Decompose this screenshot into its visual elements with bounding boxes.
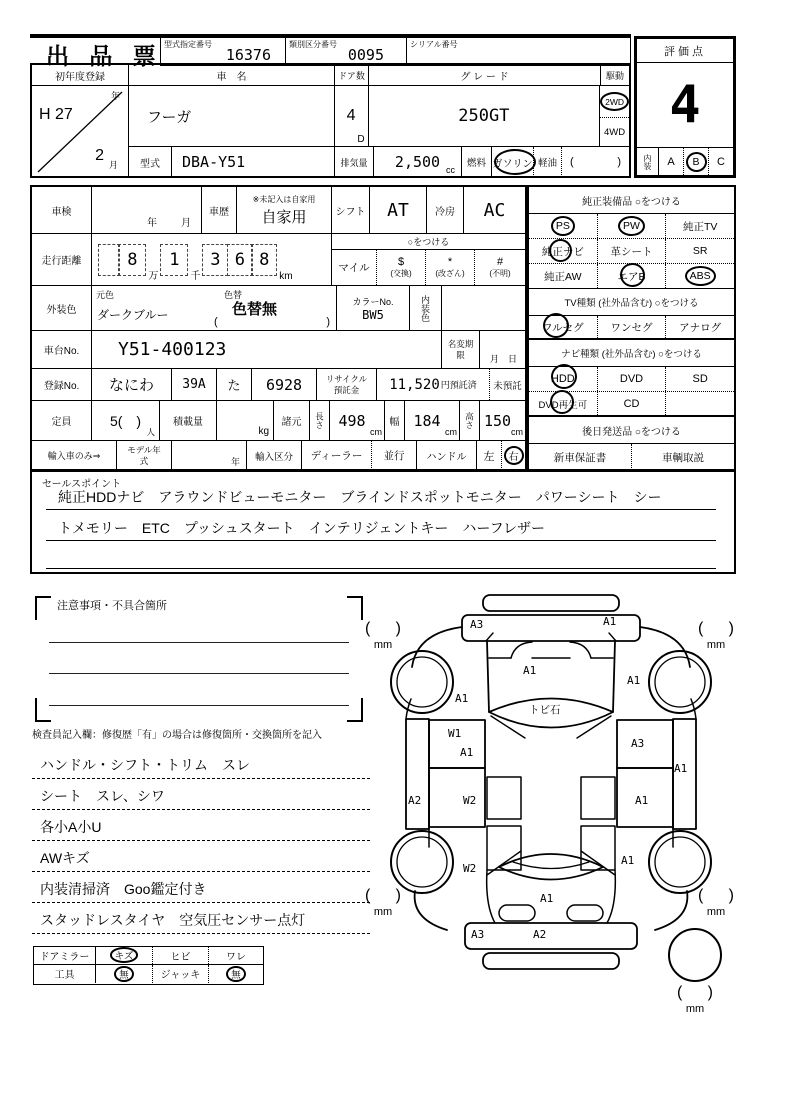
mileage-unknown-sym: # xyxy=(496,256,504,268)
tv-analog: アナログ xyxy=(679,321,722,334)
sales-point-line-3 xyxy=(46,541,716,569)
doors-value xyxy=(335,86,369,146)
car-name-label: 車 名 xyxy=(129,65,335,85)
bracket-close: ) xyxy=(707,984,713,1001)
notes-corner-bl xyxy=(35,698,51,722)
repaint-paren-close: ) xyxy=(326,316,330,328)
registration-class: 39A xyxy=(172,369,217,400)
first-reg-label: 初年度登録 xyxy=(32,65,129,85)
nav-type-header: ナビ種類 (社外品含む) ○をつける xyxy=(529,340,734,367)
history-label: 車歴 xyxy=(202,187,237,233)
doors-count: 4 xyxy=(346,107,356,124)
bracket-open: ( xyxy=(365,620,371,637)
aircon-value: AC xyxy=(483,199,506,221)
recycle-amount: 11,520 xyxy=(389,376,440,393)
equip-navi: 純正ナビ xyxy=(529,239,598,263)
recycle-label-1: リサイクル xyxy=(325,373,368,384)
length-value: 498 xyxy=(338,411,366,430)
bracket-open: ( xyxy=(365,887,371,904)
nav-sd: SD xyxy=(692,373,708,385)
mm-unit: mm xyxy=(706,906,726,918)
mileage-man-unit: 万 xyxy=(148,271,159,282)
rename-month-unit: 月 xyxy=(490,354,500,364)
height-label: 高さ xyxy=(460,401,480,440)
mileage-digit-2: 6 xyxy=(227,244,253,276)
tool-label: 工具 xyxy=(34,965,96,983)
dim-label: 諸元 xyxy=(274,401,310,440)
measure-bracket-top-right xyxy=(698,621,734,651)
sales-point-line-1: 純正HDDナビ アラウンドビューモニター ブラインドスポットモニター パワーシート シー xyxy=(46,480,716,510)
damage-left-sill: A2 xyxy=(408,794,422,807)
notes-label: 注意事項・不具合箇所 xyxy=(57,600,167,612)
sales-point-box xyxy=(30,470,736,574)
fuel-label: 燃料 xyxy=(462,147,492,177)
ship-manual: 車輌取説 xyxy=(662,451,704,464)
serial-box xyxy=(407,37,631,66)
rename-day-unit: 日 xyxy=(507,354,517,364)
damage-right-door-front: A3 xyxy=(631,737,645,750)
mileage-swap-sym: $ xyxy=(397,256,405,268)
mirror-label: ドアミラー xyxy=(34,947,96,964)
first-reg-cell xyxy=(32,86,129,177)
mirror-ware: ワレ xyxy=(226,951,246,963)
load-label: 積載量 xyxy=(160,401,217,440)
damage-diagram xyxy=(365,585,765,1030)
model-code-value: 16376 xyxy=(225,46,271,64)
notes-line-3 xyxy=(49,705,349,706)
drive-4wd: 4WD xyxy=(603,126,626,138)
drive-2wd-circled: 2WD xyxy=(600,92,629,111)
damage-windshield: トビ石 xyxy=(529,704,561,716)
vehicle-block xyxy=(30,63,631,178)
history-value: 自家用 xyxy=(261,208,307,226)
rename-label: 名変期限 xyxy=(442,331,480,368)
damage-left-door-front-1: W1 xyxy=(448,727,462,740)
interior-grade-b-circled: B xyxy=(686,152,707,172)
model-code-box xyxy=(160,37,286,66)
car-name-value: フーガ xyxy=(129,86,335,146)
first-reg-month-unit: 月 xyxy=(108,160,118,170)
tv-oneseg: ワンセグ xyxy=(598,316,667,338)
interior-grade-label: 内装 xyxy=(637,148,659,175)
registration-number: 6928 xyxy=(252,369,317,400)
mm-unit: mm xyxy=(373,639,393,651)
repaint-value: 色替無 xyxy=(232,301,278,318)
notes-line-1 xyxy=(49,642,349,643)
equip-leather: 革シート xyxy=(598,239,667,263)
bracket-open: ( xyxy=(677,984,683,1001)
import-parallel: 並行 xyxy=(372,441,417,470)
damage-left-door-front-2: A1 xyxy=(460,746,474,759)
mileage-label: 走行距離 xyxy=(32,234,92,285)
mileage-swap-note: (交換) xyxy=(390,269,412,278)
measure-bracket-bottom-right xyxy=(698,888,734,918)
repaint-paren-open: ( xyxy=(214,316,218,328)
displacement-number: 2,500 xyxy=(394,153,441,171)
equip-sr: SR xyxy=(692,245,708,257)
recycle-suffix: 円預託済 xyxy=(440,380,477,390)
import-dealer: ディーラー xyxy=(302,441,372,470)
bracket-open: ( xyxy=(698,887,704,904)
width-cm: cm xyxy=(445,427,457,437)
mileage-km-unit: km xyxy=(279,271,293,282)
first-reg-year: H 27 xyxy=(39,106,73,123)
interior-grade-a: A xyxy=(659,148,684,175)
fuel-paren-close: ) xyxy=(617,156,621,168)
inspector-header: 検査員記入欄：修復歴「有」の場合は修復箇所・交換箇所を記入 xyxy=(32,730,322,741)
drive-label: 駆動 xyxy=(605,70,624,81)
capacity-value: 5( ) xyxy=(109,412,142,429)
mm-unit: mm xyxy=(373,906,393,918)
nav-dvd: DVD xyxy=(598,367,667,391)
color-no-value: BW5 xyxy=(362,307,384,322)
inspector-line-3: 各小A小U xyxy=(32,810,370,841)
notes-corner-tl xyxy=(35,596,51,620)
damage-right-door-rear: A1 xyxy=(635,794,649,807)
notes-line-2 xyxy=(49,673,349,674)
import-class-label: 輸入区分 xyxy=(247,441,302,470)
mileage-digit-1: 3 xyxy=(202,244,228,276)
bracket-close: ) xyxy=(728,887,734,904)
class-code-label: 類別区分番号 xyxy=(289,40,337,49)
mirror-kizu-circled: キズ xyxy=(110,947,139,963)
inspector-line-1: ハンドル・シフト・トリム スレ xyxy=(32,748,370,779)
displacement-unit: cc xyxy=(446,165,455,175)
equipment-header: 純正装備品 ○をつける xyxy=(529,187,734,214)
mm-unit: mm xyxy=(706,639,726,651)
damage-left-door-rear: W2 xyxy=(463,794,477,807)
equip-pw-circled: PW xyxy=(618,216,645,236)
registration-label: 登録No. xyxy=(32,369,92,400)
mileage-digit-blank xyxy=(98,244,120,276)
damage-rear-bumper-center: A2 xyxy=(533,928,547,941)
chassis-label: 車台No. xyxy=(32,331,92,368)
nav-hdd: HDD xyxy=(529,367,598,391)
damage-left-fender: A1 xyxy=(455,692,469,705)
capacity-unit: 人 xyxy=(146,427,155,437)
grade-label: グ レ ー ド xyxy=(369,65,601,85)
ship-header: 後日発送品 ○をつける xyxy=(529,417,734,444)
grade-box xyxy=(634,36,736,178)
model-code-label: 型式指定番号 xyxy=(164,40,212,49)
history-note: ※未記入は自家用 xyxy=(252,194,316,204)
damage-right-quarter: A1 xyxy=(621,854,635,867)
mileage-digit-sen: 1 xyxy=(160,244,188,276)
damage-front-bumper-right: A1 xyxy=(603,615,617,628)
mileage-digit-3: 8 xyxy=(251,244,277,276)
class-code-value: 0095 xyxy=(347,46,384,64)
first-reg-month: 2 xyxy=(95,147,104,164)
width-value: 184 xyxy=(413,411,441,430)
details-block xyxy=(30,185,527,471)
shaken-label: 車検 xyxy=(32,187,92,233)
bracket-close: ) xyxy=(728,620,734,637)
color-no-label: カラーNo. xyxy=(352,296,394,307)
handle-left: 左 xyxy=(477,441,502,470)
model-value: DBA-Y51 xyxy=(172,147,335,177)
displacement-label: 排気量 xyxy=(335,147,374,177)
doors-label: ドア数 xyxy=(335,65,369,85)
mileage-circle-note: ○をつける xyxy=(332,234,525,250)
class-code-box xyxy=(286,37,407,66)
serial-label: シリアル番号 xyxy=(410,40,458,49)
mm-unit: mm xyxy=(685,1003,705,1015)
not-deposited: 未預託 xyxy=(493,380,522,392)
interior-color-label: 内装色 xyxy=(410,286,442,330)
mileage-tamper-sym: * xyxy=(447,256,453,268)
inspector-line-2: シート スレ、シワ xyxy=(32,779,370,810)
fuel-diesel: 軽油 xyxy=(534,147,562,177)
damage-rear-bumper-left: A3 xyxy=(471,928,485,941)
original-color-label: 元色 xyxy=(96,290,115,300)
inspector-line-4: AWキズ xyxy=(32,841,370,872)
notes-corner-tr xyxy=(347,596,363,620)
model-year-label: モデル年式 xyxy=(117,441,172,470)
nav-dvd-play: DVD再生可 xyxy=(529,392,598,415)
damage-trunk: A1 xyxy=(540,892,554,905)
recycle-label-2: 預託金 xyxy=(333,384,360,395)
bracket-close: ) xyxy=(395,620,401,637)
sheet-title: 出 品 票 xyxy=(46,43,163,69)
height-value: 150 xyxy=(483,411,512,430)
car-outline-svg xyxy=(365,585,765,1030)
equip-ps-circled: PS xyxy=(551,216,575,236)
interior-grade-c: C xyxy=(717,155,725,168)
length-cm: cm xyxy=(370,427,382,437)
ship-warranty: 新車保証書 xyxy=(529,444,632,470)
shaken-month-unit: 月 xyxy=(181,218,191,229)
mileage-tamper-note: (改ざん) xyxy=(435,269,465,278)
equip-airbag: エアB xyxy=(598,264,667,288)
equip-tv: 純正TV xyxy=(682,220,718,233)
shift-value: AT xyxy=(370,187,427,233)
handle-right-circled: 右 xyxy=(504,446,524,465)
tv-fullseg: フルセグ xyxy=(529,316,598,338)
mileage-digit-man: 8 xyxy=(118,244,146,276)
import-label: 輸入車のみ⇒ xyxy=(32,441,117,470)
tv-type-header: TV種類 (社外品含む) ○をつける xyxy=(529,289,734,316)
equip-abs-circled: ABS xyxy=(685,266,716,286)
mirror-hibi: ヒビ xyxy=(153,947,209,964)
tool-jack: ジャッキ xyxy=(153,965,209,983)
fuel-paren-open: ( xyxy=(570,156,574,168)
equip-aw: 純正AW xyxy=(529,264,598,288)
original-color-value: ダークブルー xyxy=(97,308,169,322)
nav-empty xyxy=(666,392,734,415)
mileage-mile: マイル xyxy=(332,250,377,285)
interior-color-value xyxy=(442,286,525,330)
measure-bracket-spare xyxy=(677,985,713,1015)
bracket-open: ( xyxy=(698,620,704,637)
model-label: 型式 xyxy=(129,147,172,177)
height-cm: cm xyxy=(511,427,523,437)
sales-point-label: セールスポイント xyxy=(42,479,122,490)
inspector-line-6: スタッドレスタイヤ 空気圧センサー点灯 xyxy=(32,903,370,934)
equipment-block xyxy=(527,185,736,471)
doors-unit: D xyxy=(357,134,365,145)
sales-point-line-2: トメモリー ETC プッシュスタート インテリジェントキー ハーフレザー xyxy=(46,510,716,541)
damage-right-sill: A1 xyxy=(674,762,688,775)
handle-label: ハンドル xyxy=(417,441,477,470)
aircon-label: 冷房 xyxy=(427,187,464,233)
model-year-unit: 年 xyxy=(230,457,240,467)
width-label: 幅 xyxy=(385,401,405,440)
damage-hood: A1 xyxy=(523,664,537,677)
notes-corner-br xyxy=(347,698,363,722)
shaken-year-unit: 年 xyxy=(147,218,157,229)
damage-front-bumper-left: A3 xyxy=(470,618,484,631)
chassis-value: Y51-400123 xyxy=(92,331,442,368)
mileage-unknown-note: (不明) xyxy=(489,269,511,278)
nav-cd: CD xyxy=(598,392,667,415)
notes-box xyxy=(35,592,363,722)
fuel-gasoline: ガソリン xyxy=(492,147,534,177)
grade-box-label: 評価点 xyxy=(637,39,733,63)
bracket-close: ) xyxy=(395,887,401,904)
shift-label: シフト xyxy=(332,187,370,233)
capacity-label: 定員 xyxy=(32,401,92,440)
tool-none-2-circled: 無 xyxy=(226,966,246,982)
load-unit: kg xyxy=(258,426,269,437)
mileage-sen-unit: 千 xyxy=(190,271,201,282)
displacement-value xyxy=(374,147,462,177)
damage-left-quarter: W2 xyxy=(463,862,477,875)
inspector-section xyxy=(32,726,370,934)
registration-region: なにわ xyxy=(92,369,172,400)
first-reg-year-unit: 年 xyxy=(110,91,120,101)
grade-value: 250GT xyxy=(369,86,601,146)
measure-bracket-top-left xyxy=(365,621,401,651)
exterior-label: 外装色 xyxy=(32,286,92,330)
damage-right-fender: A1 xyxy=(627,674,641,687)
repaint-label: 色替 xyxy=(224,290,243,300)
tool-none-1-circled: 無 xyxy=(114,966,134,982)
mirror-tool-table xyxy=(33,946,264,985)
registration-kana: た xyxy=(217,369,252,400)
inspector-line-5: 内装清掃済 Goo鑑定付き xyxy=(32,872,370,903)
length-label: 長さ xyxy=(310,401,330,440)
measure-bracket-bottom-left xyxy=(365,888,401,918)
grade-score: 4 xyxy=(669,75,701,135)
